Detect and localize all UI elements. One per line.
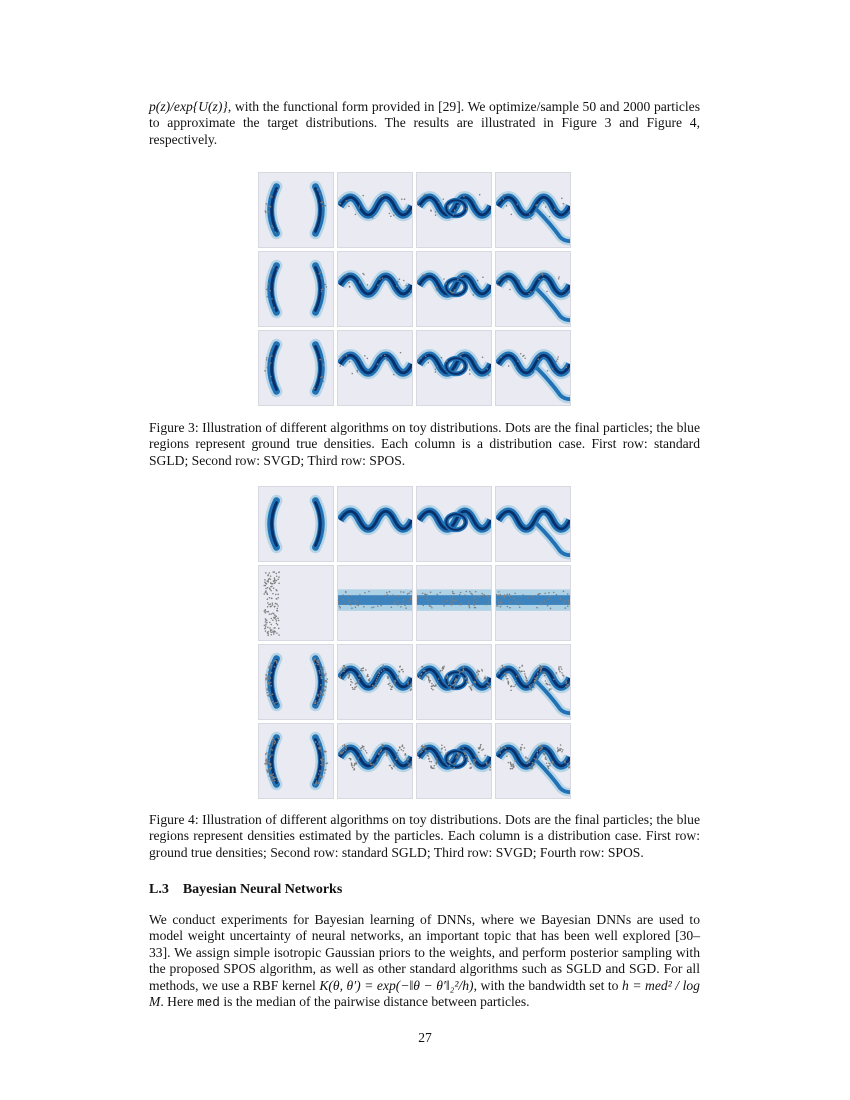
figure-4-panel-r2-c4 [495, 565, 571, 641]
figure-3-panel-r2-c3 [416, 251, 492, 327]
figure-3-panel-r1-c4 [495, 172, 571, 248]
figure-4-panel-r4-c2 [337, 723, 413, 799]
section-heading [149, 882, 342, 898]
figure-4-panel-r3-c3 [416, 644, 492, 720]
figure-3-panel-r3-c2 [337, 330, 413, 406]
figure-4-panel-r3-c2 [337, 644, 413, 720]
section-text-3: . Here [160, 994, 197, 1010]
figure-3-panel-r3-c1 [258, 330, 334, 406]
figure-4-panel-r4-c4 [495, 723, 571, 799]
bandwidth-formula: h = med² / log M [149, 977, 700, 1010]
section-text-1: We conduct experiments for Bayesian learning of DNNs, where we Bayesian DNNs are used to model weight uncertainty of neural networks, an important topic that has been well explored [30–33]. We assign simple isotropic Gaussian priors to the weights, and perform posterior sampling with the proposed SPOS algorithm, as well as other standard algorithms such as SGLD and SGD. For all methods, we use a RBF kernel [149, 912, 700, 993]
page-number: 27 [418, 1030, 432, 1045]
figure-4-panel-r1-c4 [495, 486, 571, 562]
section-paragraph [149, 912, 700, 1011]
figure-4-panel-r3-c4 [495, 644, 571, 720]
section-text-4: is the median of the pairwise distance between particles. [219, 994, 530, 1010]
intro-formula: p(z)/exp{U(z)} [149, 99, 228, 114]
figure-3-panel-r2-c1 [258, 251, 334, 327]
figure-3-panel-r2-c2 [337, 251, 413, 327]
figure-3-caption: Figure 3: Illustration of different algorithms on toy distributions. Dots are the final particles; the blue regions represent ground true densities. Each column is a distribution case. First row: standard SGLD; Second row: SVGD; Third row: SPOS. [149, 420, 700, 468]
figure-4-grid [258, 486, 571, 799]
figure-4-panel-r1-c3 [416, 486, 492, 562]
figure-4 [258, 486, 571, 799]
kernel-formula: K(θ, θ′) = exp(−‖θ − θ′‖₂²/h) [319, 977, 474, 993]
figure-3-panel-r2-c4 [495, 251, 571, 327]
med-term: med [196, 995, 220, 1011]
section-number: L.3 [149, 882, 169, 897]
figure-4-panel-r1-c1 [258, 486, 334, 562]
intro-text: , with the functional form provided in [29]. We optimize/sample 50 and 2000 particles to approximate the target distributions. The results are illustrated in Figure 3 and Figure 4, respectively. [149, 99, 700, 147]
figure-4-panel-r3-c1 [258, 644, 334, 720]
figure-3 [258, 172, 571, 406]
figure-3-panel-r1-c2 [337, 172, 413, 248]
figure-3-panel-r3-c4 [495, 330, 571, 406]
section-title: Bayesian Neural Networks [182, 882, 343, 897]
figure-3-grid [258, 172, 571, 406]
figure-3-panel-r1-c1 [258, 172, 334, 248]
figure-4-panel-r1-c2 [337, 486, 413, 562]
figure-4-panel-r2-c2 [337, 565, 413, 641]
figure-4-panel-r2-c3 [416, 565, 492, 641]
figure-4-caption: Figure 4: Illustration of different algorithms on toy distributions. Dots are the final particles; the blue regions represent densities estimated by the particles. Each column is a distribution case. First row: ground true densities; Second row: standard SGLD; Third row: SVGD; Fourth row: SPOS. [149, 812, 700, 860]
figure-3-panel-r1-c3 [416, 172, 492, 248]
figure-4-panel-r4-c3 [416, 723, 492, 799]
figure-4-panel-r2-c1 [258, 565, 334, 641]
figure-4-panel-r4-c1 [258, 723, 334, 799]
intro-paragraph [149, 99, 700, 148]
section-text-2: , with the bandwidth set to [473, 977, 623, 993]
figure-3-panel-r3-c3 [416, 330, 492, 406]
